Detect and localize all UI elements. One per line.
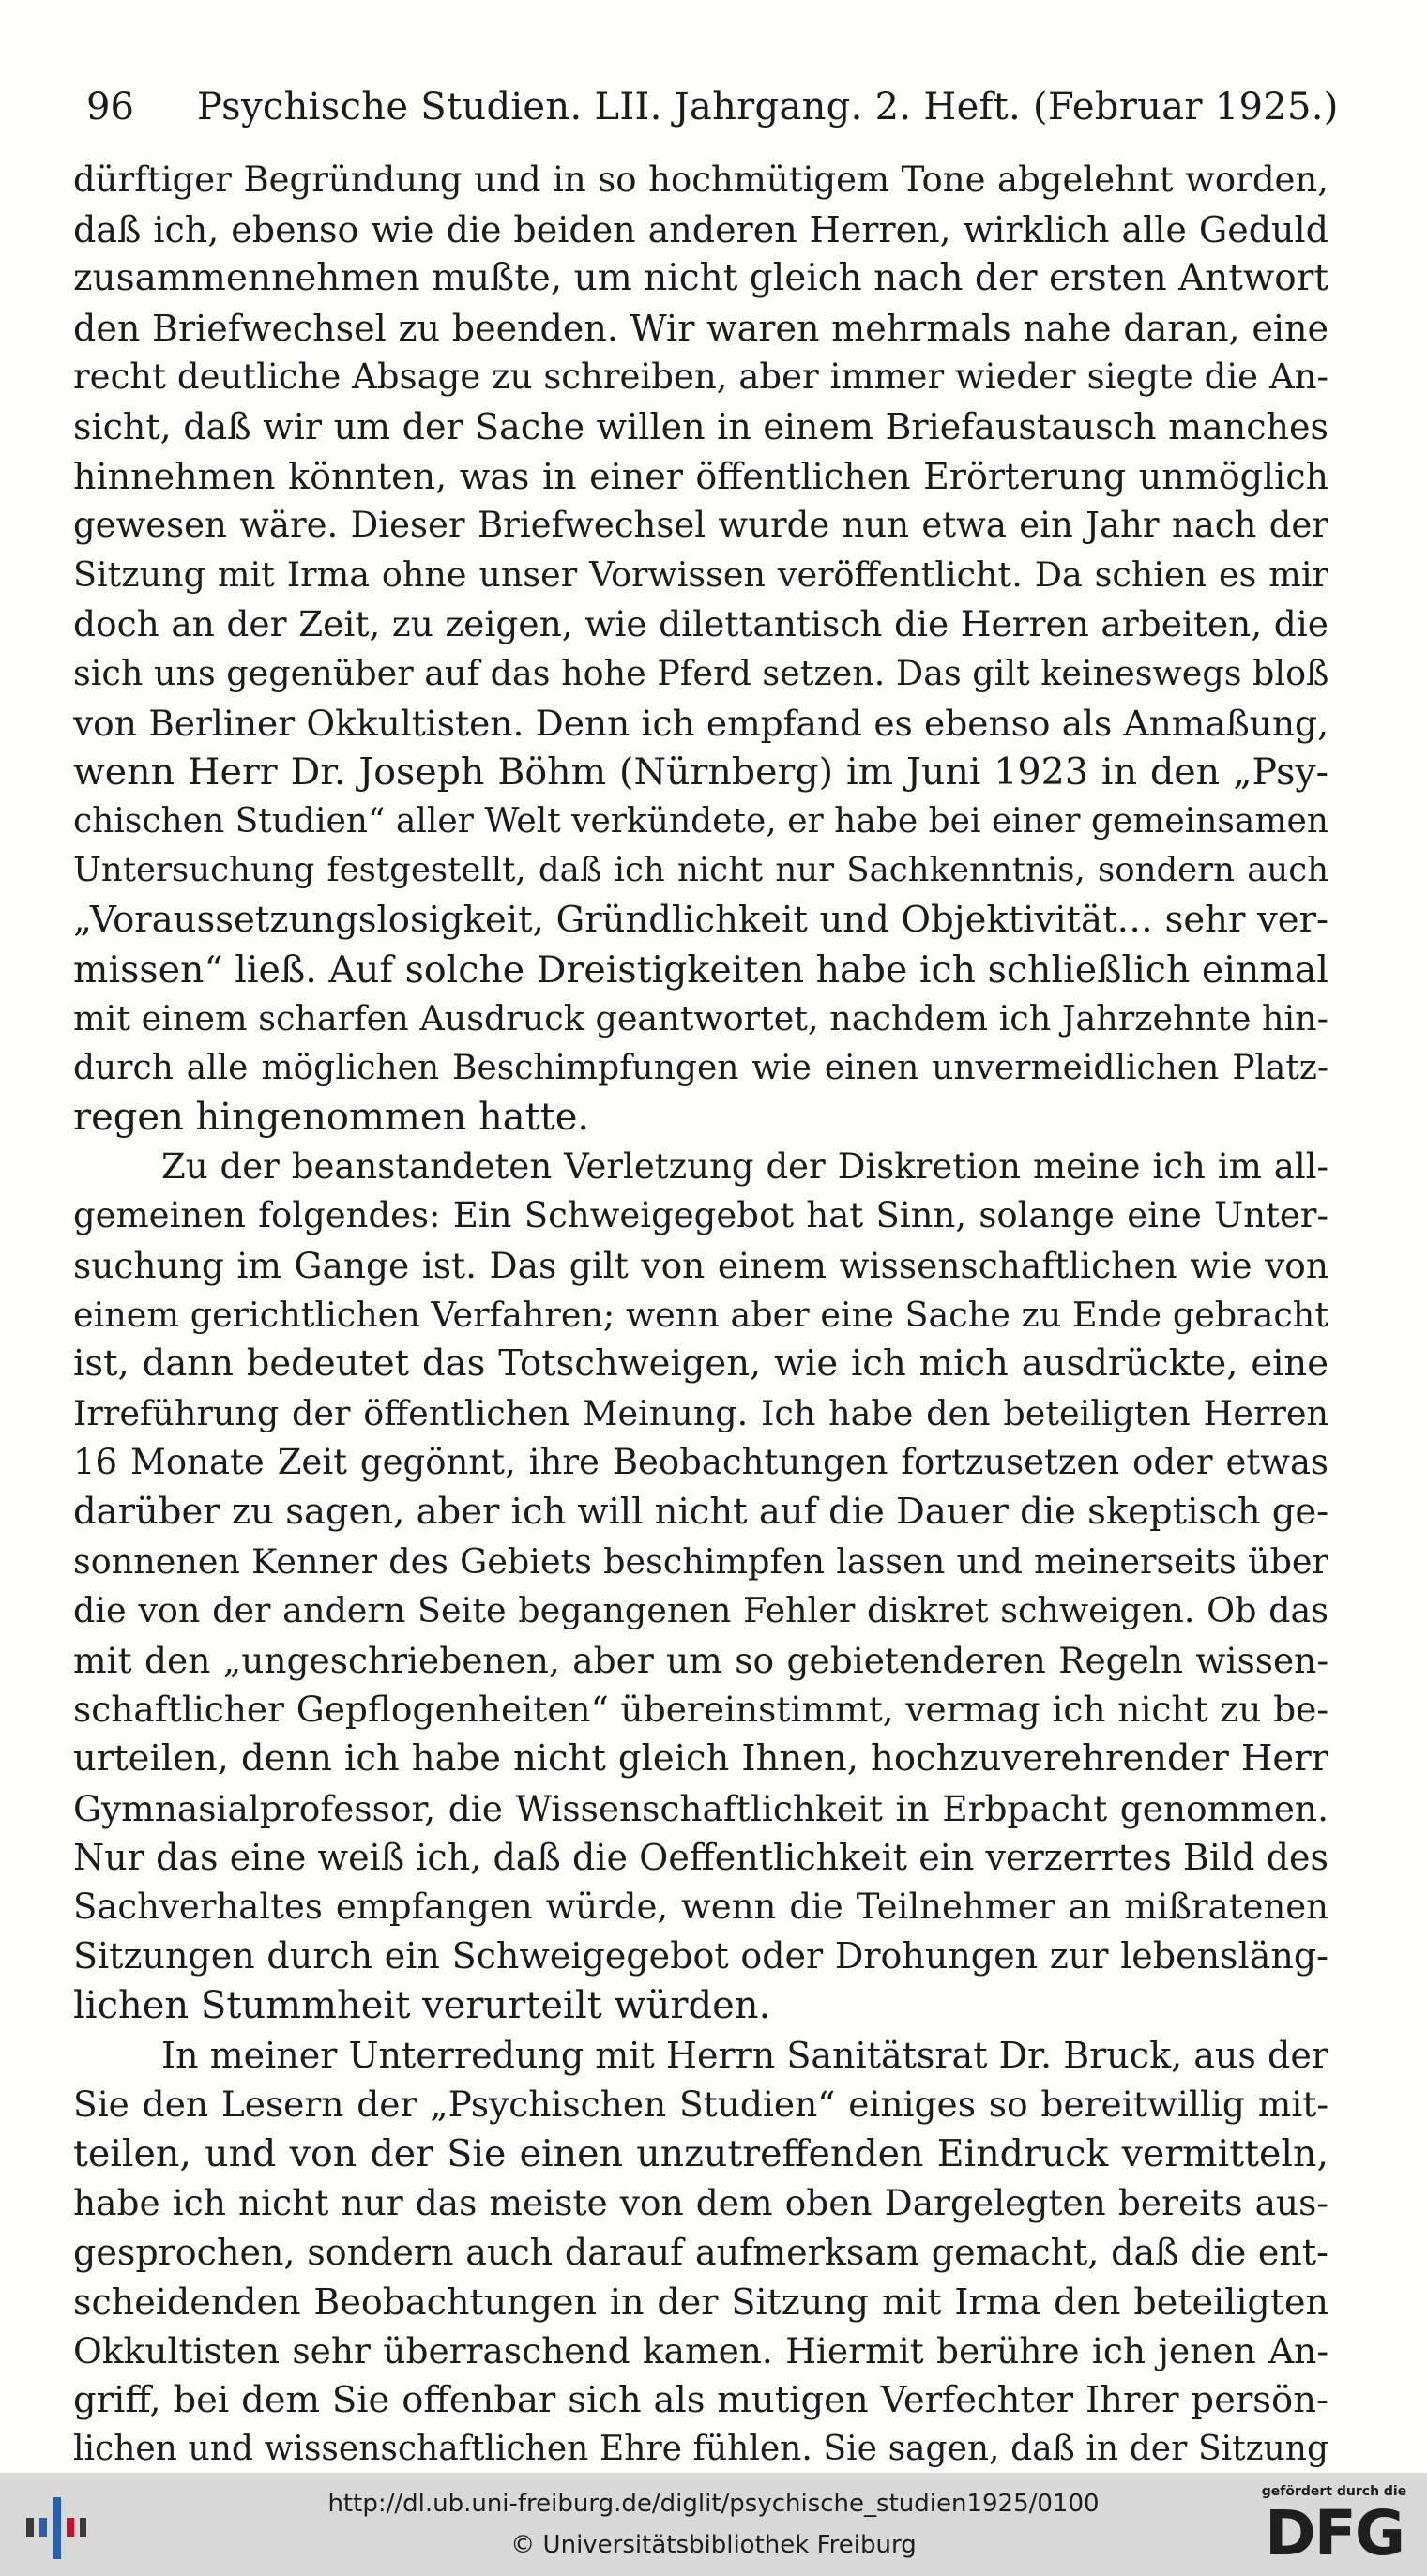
text-line: Untersuchung festgestellt, daß ich nicht nur Sachkenntnis, sondern auch: [73, 851, 1328, 890]
text-line: Sitzung mit Irma ohne unser Vorwissen veröffentlicht. Da schien es mir: [73, 553, 1328, 595]
text-line: Sachverhaltes empfangen würde, wenn die Teilnehmer an mißratenen: [73, 1886, 1328, 1927]
text-line: chischen Studien“ aller Welt verkündete, er habe bei einer gemeinsamen: [73, 801, 1328, 841]
text-line: schaftlicher Gepflogenheiten“ übereinstimmt, vermag ich nicht zu be-: [73, 1689, 1328, 1731]
text-line: dürftiger Begründung und in so hochmütigem Tone abgelehnt worden,: [73, 159, 1328, 200]
text-line: 16 Monate Zeit gegönnt, ihre Beobachtungen fortzusetzen oder etwas: [73, 1442, 1328, 1483]
text-line: mit den „ungeschriebenen, aber um so gebietenderen Regeln wissen-: [73, 1639, 1328, 1681]
text-line: mit einem scharfen Ausdruck geantwortet, nachdem ich Jahrzehnte hin-: [73, 998, 1328, 1039]
text-line: regen hingenommen hatte.: [73, 1096, 590, 1140]
text-line: Irreführung der öffentlichen Meinung. Ich habe den beteiligten Herren: [73, 1392, 1328, 1433]
text-line: In meiner Unterredung mit Herrn Sanitätsrat Dr. Bruck, aus der: [161, 2034, 1328, 2076]
text-line: Nur das eine weiß ich, daß die Oeffentlichkeit ein verzerrtes Bild des: [73, 1837, 1328, 1879]
footer-bar: [0, 2473, 1427, 2576]
text-line: teilen, und von der Sie einen unzutreffenden Eindruck vermitteln,: [73, 2131, 1328, 2175]
text-line: gesprochen, sondern auch darauf aufmerksam gemacht, daß die ent-: [73, 2231, 1328, 2273]
text-line: lichen Stummheit verurteilt würden.: [73, 1983, 771, 2027]
text-line: durch alle möglichen Beschimpfungen wie einen unvermeidlichen Platz-: [73, 1048, 1328, 1087]
text-line: Zu der beanstandeten Verletzung der Diskretion meine ich im all-: [161, 1145, 1328, 1187]
text-line: suchung im Gange ist. Das gilt von einem wissenschaftlichen wie von: [73, 1245, 1328, 1287]
dfg-letters: DFG: [1264, 2497, 1404, 2569]
text-line: den Briefwechsel zu beenden. Wir waren mehrmals nahe daran, eine: [73, 307, 1328, 349]
text-line: von Berliner Okkultisten. Denn ich empfand es ebenso als Anmaßung,: [73, 702, 1328, 744]
text-line: missen“ ließ. Auf solche Dreistigkeiten habe ich schließlich einmal: [73, 947, 1328, 992]
text-line: gewesen wäre. Dieser Briefwechsel wurde nun etwa ein Jahr nach der: [73, 505, 1328, 546]
text-line: einem gerichtlichen Verfahren; wenn aber eine Sache zu Ende gebracht: [73, 1294, 1328, 1335]
text-line: darüber zu sagen, aber ich will nicht auf die Dauer die skeptisch ge-: [73, 1491, 1329, 1534]
text-line: Gymnasialprofessor, die Wissenschaftlichkeit in Erbpacht genommen.: [73, 1787, 1328, 1829]
page-number: 96: [86, 85, 134, 129]
text-line: sonnenen Kenner des Gebiets beschimpfen lassen und meinerseits über: [73, 1540, 1328, 1582]
text-line: sich uns gegenüber auf das hohe Pferd setzen. Das gilt keineswegs bloß: [73, 652, 1329, 693]
text-line: gemeinen folgendes: Ein Schweigegebot hat Sinn, solange eine Unter-: [73, 1195, 1328, 1236]
text-line: Okkultisten sehr überraschend kamen. Hiermit berühre ich jenen An-: [73, 2330, 1328, 2372]
dfg-logo: [1252, 2484, 1417, 2570]
body-text: [73, 156, 1328, 2475]
text-line: daß ich, ebenso wie die beiden anderen Herren, wirklich alle Geduld: [73, 208, 1328, 250]
text-line: wenn Herr Dr. Joseph Böhm (Nürnberg) im Juni 1923 in den „Psy-: [73, 750, 1328, 795]
running-head: Psychische Studien. LII. Jahrgang. 2. Heft. (Februar 1925.): [197, 85, 1339, 129]
text-line: Sie den Lesern der „Psychischen Studien“ einiges so bereitwillig mit-: [73, 2084, 1328, 2126]
text-line: habe ich nicht nur das meiste von dem oben Dargelegten bereits aus-: [73, 2182, 1328, 2224]
text-line: hinnehmen könnten, was in einer öffentlichen Erörterung unmöglich: [73, 455, 1328, 497]
page-header: [86, 79, 1339, 135]
text-line: urteilen, denn ich habe nicht gleich Ihnen, hochzuverehrender Herr: [73, 1737, 1328, 1780]
text-line: doch an der Zeit, zu zeigen, wie dilettantisch die Herren arbeiten, die: [73, 603, 1328, 645]
text-line: ist, dann bedeutet das Totschweigen, wie ich mich ausdrückte, eine: [73, 1342, 1328, 1386]
dfg-caption: gefördert durch die: [1261, 2484, 1407, 2499]
text-line: Sitzungen durch ein Schweigegebot oder Drohungen zur lebensläng-: [73, 1935, 1328, 1977]
text-line: die von der andern Seite begangenen Fehler diskret schweigen. Ob das: [73, 1590, 1328, 1631]
text-line: zusammennehmen mußte, um nicht gleich nach der ersten Antwort: [73, 257, 1329, 300]
text-line: recht deutliche Absage zu schreiben, aber immer wieder siegte die An-: [73, 356, 1328, 398]
text-line: lichen und wissenschaftlichen Ehre fühlen. Sie sagen, daß in der Sitzung: [73, 2430, 1328, 2469]
text-line: sicht, daß wir um der Sache willen in einem Briefaustausch manches: [73, 405, 1328, 447]
text-line: scheidenden Beobachtungen in der Sitzung mit Irma den beteiligten: [73, 2281, 1328, 2323]
copyright-notice: © Universitätsbibliothek Freiburg: [510, 2531, 917, 2559]
permalink-url[interactable]: http://dl.ub.uni-freiburg.de/diglit/psychische_studien1925/0100: [327, 2490, 1100, 2518]
text-line: griff, bei dem Sie offenbar sich als mutigen Verfechter Ihrer persön-: [73, 2378, 1328, 2421]
text-line: „Voraussetzungslosigkeit, Gründlichkeit und Objektivität… sehr ver-: [73, 898, 1328, 941]
